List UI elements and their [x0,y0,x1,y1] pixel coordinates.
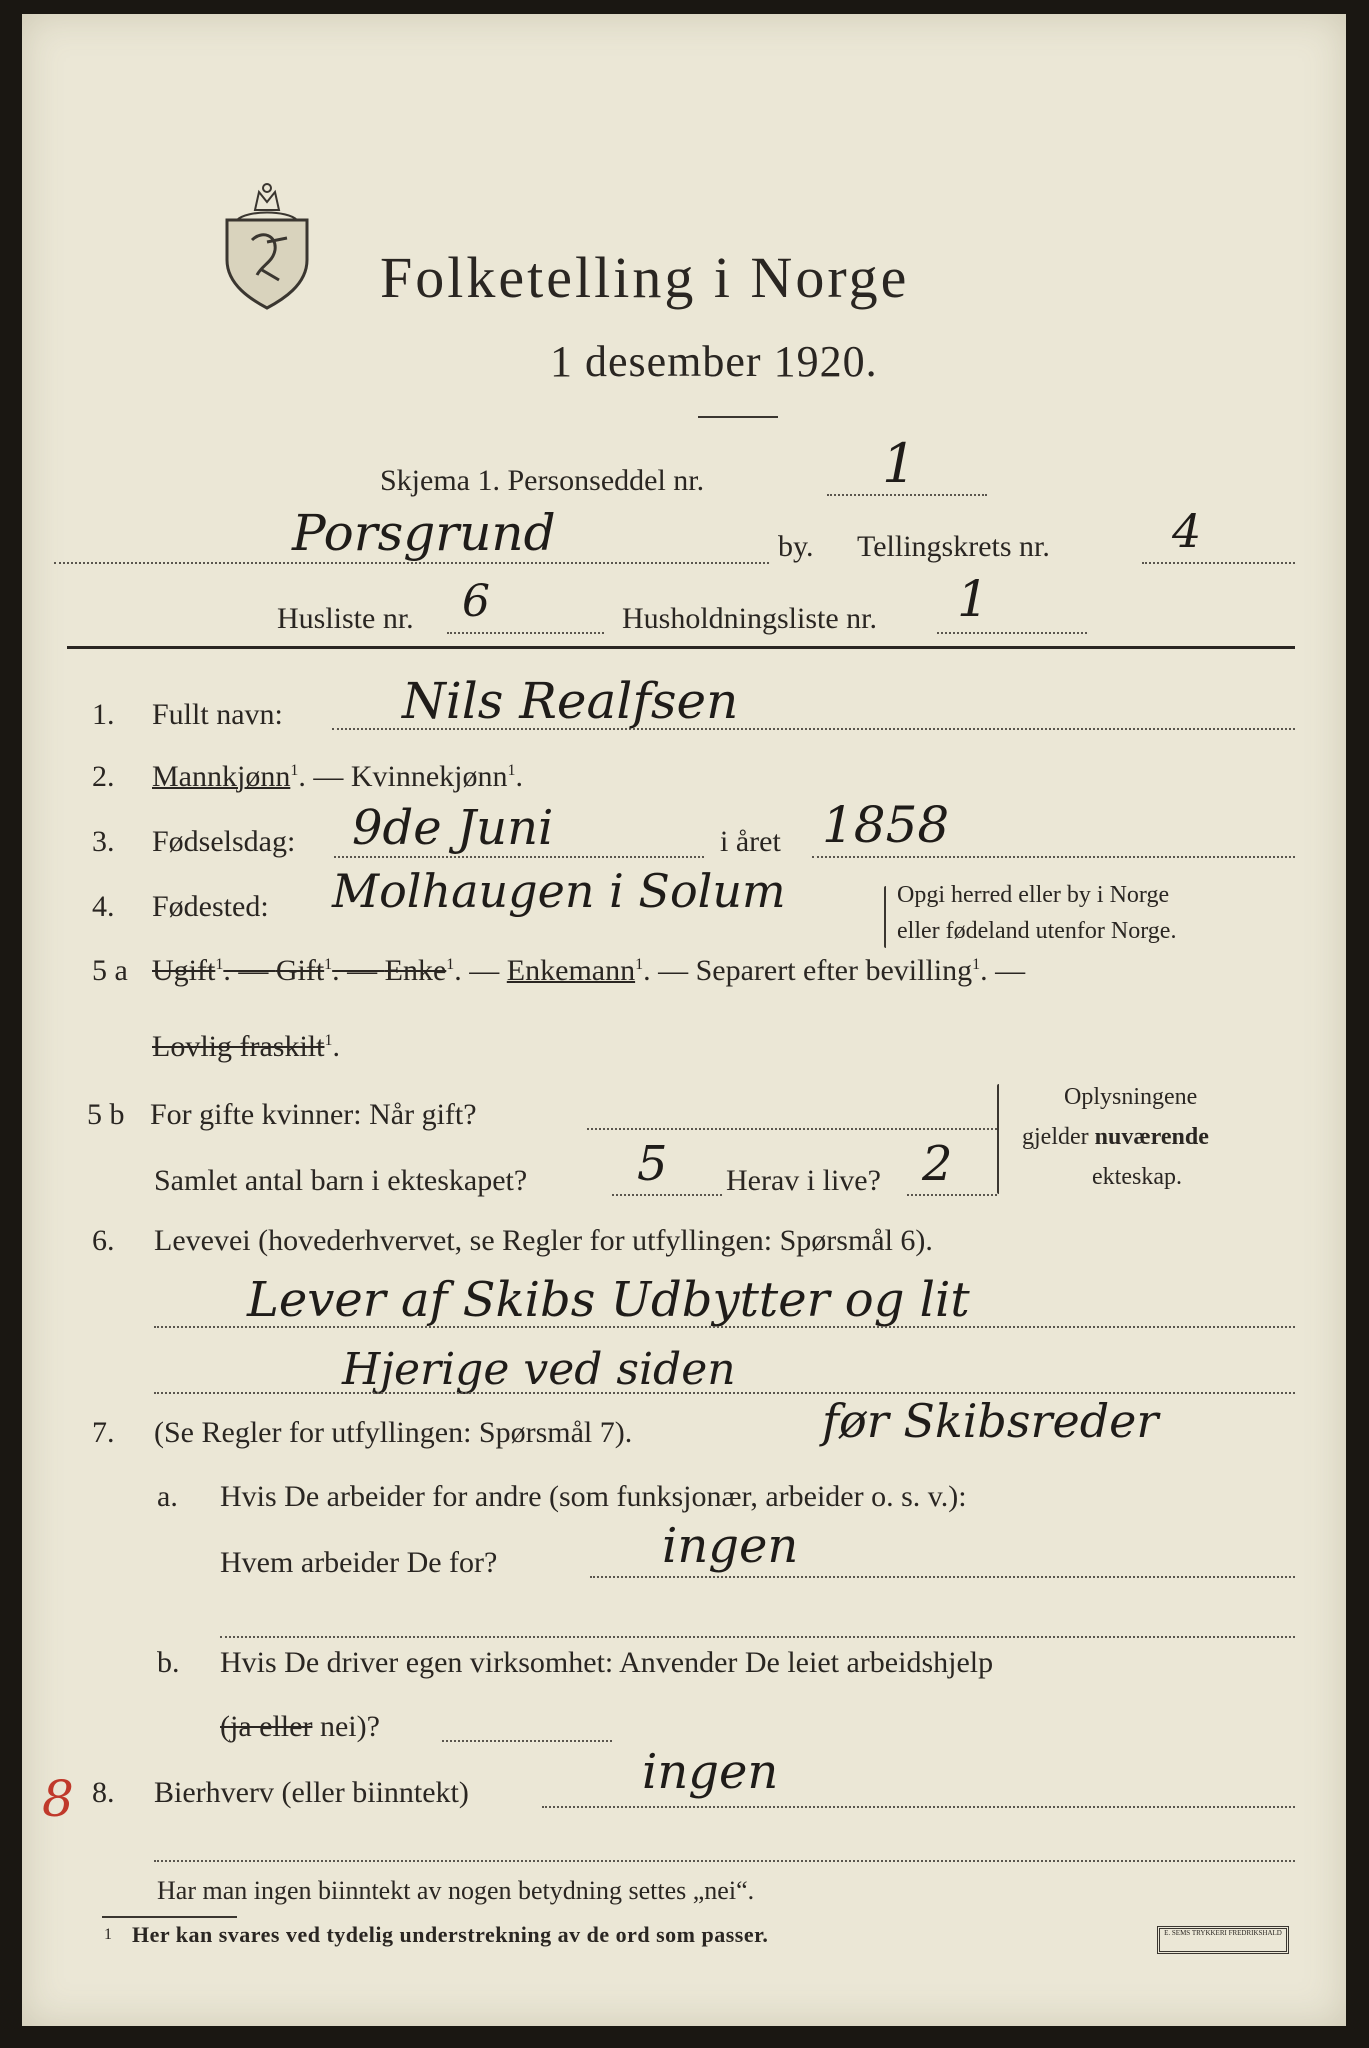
q6-line-1 [154,1326,1295,1328]
footnote-mark: 1 [104,1926,112,1943]
q6-value-1: Lever af Skibs Udbytter og lit [247,1272,970,1328]
q3-year-line [812,856,1295,858]
q5a-enke: Enke [384,954,447,987]
sup: 1 [215,956,224,973]
q3-year-value: 1858 [822,796,950,854]
q6-label: Levevei (hovederhvervet, se Regler for utfyllingen: Spørsmål 6). [154,1224,933,1257]
sup: 1 [446,956,455,973]
q2-options [152,760,523,794]
q1-value: Nils Realfsen [402,672,739,730]
q7b-letter: b. [157,1646,180,1679]
q4-note-1: Opgi herred eller by i Norge [897,882,1170,908]
q7b-text: Hvis De driver egen virksomhet: Anvender De leiet arbeidshjelp [220,1646,994,1679]
husliste-value: 6 [462,576,490,627]
q4-label: Fødested: [152,890,269,923]
sup: 1 [324,1032,333,1049]
husliste-line [447,632,604,634]
tellingskrets-line [1142,562,1295,564]
q3-year-label: i året [720,825,781,858]
q5b-gift-line [587,1128,997,1130]
footer-note: Har man ingen biinntekt av nogen betydning settes „nei“. [157,1876,755,1905]
q7b-ja: (ja eller [220,1710,313,1743]
husholdning-line [937,632,1087,634]
q5a-gift: Gift [275,954,325,987]
q4-note-2: eller fødeland utenfor Norge. [897,918,1177,944]
sup: 1 [972,956,981,973]
q5b-note-2 [1022,1124,1209,1151]
q5b-label: For gifte kvinner: Når gift? [150,1098,477,1131]
q5b-brace [997,1084,999,1194]
q2-male: Mannkjønn [152,760,291,793]
q4-number: 4. [92,890,115,923]
q5a-ugift: Ugift [152,954,216,987]
q7a-value: ingen [662,1518,799,1574]
q7a-text: Hvis De arbeider for andre (som funksjonær, arbeider o. s. v.): [220,1480,967,1513]
q8-margin-mark: 8 [42,1770,74,1828]
q6-value-2: Hjerige ved siden [342,1344,736,1395]
q8-line-1 [542,1806,1295,1808]
tellingskrets-label: Tellingskrets nr. [857,530,1050,563]
husholdning-value: 1 [957,570,989,628]
q5b-note-2b: nuværende [1094,1124,1209,1150]
q3-day-line [334,856,704,858]
q5a-options-2: Lovlig fraskilt$^1$. [152,1030,340,1063]
q5b-barn-line [612,1194,722,1196]
personseddel-value: 1 [882,432,917,495]
form-date: 1 desember 1920. [550,337,878,386]
q7a-question: Hvem arbeider De for? [220,1546,498,1579]
q7b-nei: nei)? [312,1710,380,1743]
title-divider [698,416,778,418]
q4-value: Molhaugen i Solum [332,864,786,918]
q8-number: 8. [92,1776,115,1809]
q2-end: . [515,760,523,793]
q5b-live-value: 2 [922,1136,953,1192]
q2-sep: . — [298,760,351,793]
q5a-separert: Separert efter bevilling [695,954,973,987]
q4-brace [884,886,886,948]
footnote-text: Her kan svares ved tydelig understrekning av de ord som passer. [132,1922,769,1947]
q8-label: Bierhverv (eller biinntekt) [154,1776,469,1809]
q2-sup1: 1 [290,762,299,779]
q7-number: 7. [92,1416,115,1449]
q7a-line-2 [220,1636,1295,1638]
town-value: Porsgrund [292,504,556,562]
by-label: by. [778,530,814,563]
q5b-barn-label: Samlet antal barn i ekteskapet? [154,1164,528,1197]
q7-value: før Skibsreder [822,1394,1159,1448]
q2-number: 2. [92,760,115,793]
q2-sup2: 1 [507,762,516,779]
q5a-fraskilt: Lovlig fraskilt [152,1030,325,1063]
q6-number: 6. [92,1224,115,1257]
footnote-rule [102,1916,237,1918]
header-rule [67,646,1295,649]
coat-of-arms-icon [217,180,317,310]
q3-day-value: 9de Juni [352,800,554,856]
q5b-barn-value: 5 [637,1136,668,1192]
husholdning-label: Husholdningsliste nr. [622,602,878,635]
q1-label: Fullt navn: [152,698,283,731]
q7b-options [220,1710,380,1744]
q5b-note-3: ekteskap. [1092,1164,1182,1190]
census-form [22,14,1346,2026]
q5a-enkemann: Enkemann [506,954,636,987]
q5b-note-2a: gjelder [1022,1124,1095,1150]
q3-label: Fødselsdag: [152,825,296,858]
q5b-note-1: Oplysningene [1064,1084,1198,1110]
q7-label: (Se Regler for utfyllingen: Spørsmål 7). [154,1416,633,1449]
q3-number: 3. [92,825,115,858]
sup: 1 [635,956,644,973]
skjema-label: Skjema 1. Personseddel nr. [380,464,705,497]
q7b-line [442,1740,612,1742]
q7a-line-1 [590,1576,1295,1578]
q7a-letter: a. [157,1480,178,1513]
printer-stamp: E. SEMS TRYKKERI FREDRIKSHALD [1157,1926,1289,1954]
husliste-label: Husliste nr. [277,602,414,635]
q5a-number: 5 a [92,954,128,987]
tellingskrets-value: 4 [1172,504,1202,558]
q8-value: ingen [642,1744,779,1800]
q5b-live-label: Herav i live? [726,1164,881,1197]
q8-line-2 [154,1860,1295,1862]
q5a-options: Ugift$^1$. — Gift$^1$. — Enke$^1$. — Enkemann$^1$. — Separert efter bevilling$^1$. — [152,954,1026,987]
town-line [54,562,769,564]
form-title: Folketelling i Norge [380,245,910,310]
q1-number: 1. [92,698,115,731]
q2-female: Kvinnekjønn [350,760,508,793]
q5b-number: 5 b [87,1098,125,1131]
q5b-live-line [907,1194,997,1196]
sup: 1 [324,956,333,973]
